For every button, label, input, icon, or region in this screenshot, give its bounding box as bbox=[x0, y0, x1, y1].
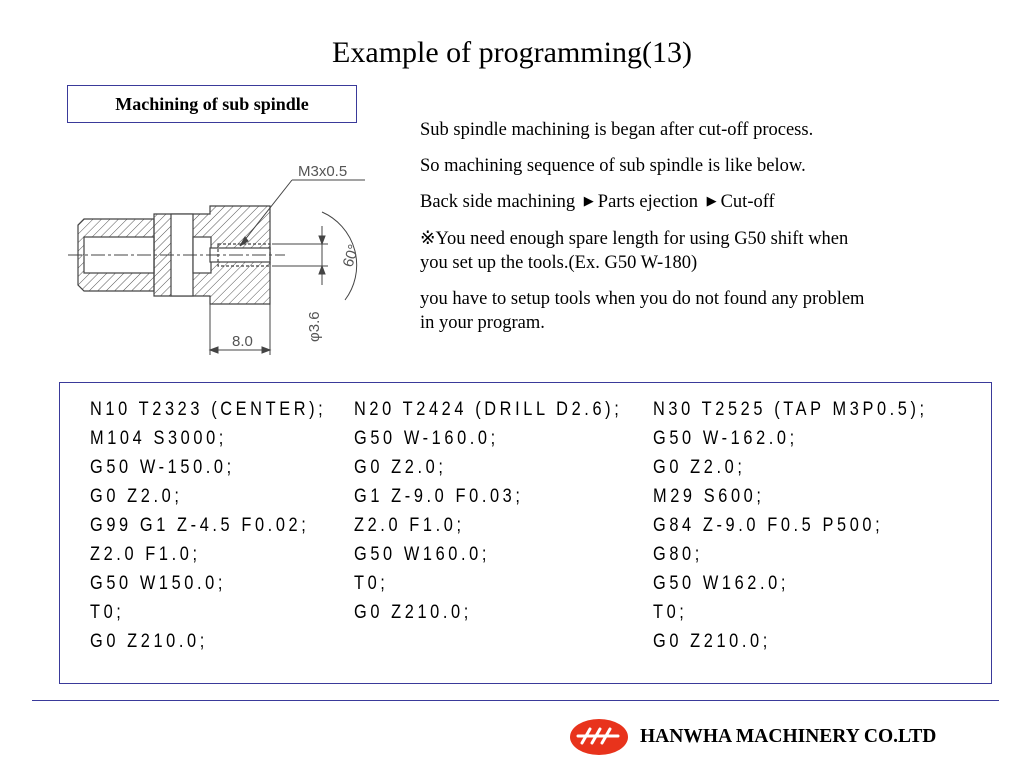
seq-step-1: Back side machining bbox=[420, 192, 576, 212]
program-line: G50 W160.0; bbox=[354, 544, 491, 565]
company-logo-icon bbox=[568, 717, 630, 757]
program-line: M104 S3000; bbox=[90, 428, 227, 449]
program-line: G0 Z210.0; bbox=[653, 631, 771, 652]
spare-note-line-1: ※You need enough spare length for using G50 shift when bbox=[420, 229, 849, 249]
program-line: G50 W-160.0; bbox=[354, 428, 499, 449]
thread-label: M3x0.5 bbox=[298, 163, 348, 180]
program-line: G0 Z2.0; bbox=[354, 457, 447, 478]
program-line: N20 T2424 (DRILL D2.6); bbox=[354, 399, 623, 420]
program-line: T0; bbox=[354, 573, 389, 594]
diameter-label: φ3.6 bbox=[306, 311, 323, 342]
arrow-right-icon: ▶ bbox=[583, 193, 594, 208]
setup-note-line-2: in your program. bbox=[420, 313, 545, 333]
note-line-1: Sub spindle machining is began after cut-off process. bbox=[420, 120, 814, 140]
setup-note bbox=[420, 287, 1000, 335]
length-label: 8.0 bbox=[232, 333, 253, 350]
notes-block bbox=[420, 118, 1000, 351]
part-drawing bbox=[60, 150, 380, 365]
section-label-box bbox=[67, 85, 357, 123]
program-line: G50 W-150.0; bbox=[90, 457, 235, 478]
spare-note-line-2: you set up the tools.(Ex. G50 W-180) bbox=[420, 253, 698, 273]
arrow-right-icon: ▶ bbox=[706, 193, 717, 208]
company-name: HANWHA MACHINERY CO.LTD bbox=[640, 726, 937, 747]
program-line: G1 Z-9.0 F0.03; bbox=[354, 486, 524, 507]
footer-divider bbox=[32, 700, 999, 701]
program-line: T0; bbox=[90, 602, 125, 623]
program-line: G0 Z2.0; bbox=[90, 486, 183, 507]
sequence-line bbox=[420, 190, 1000, 215]
program-line: Z2.0 F1.0; bbox=[90, 544, 201, 565]
seq-step-3: Cut-off bbox=[720, 192, 775, 212]
page-title: Example of programming(13) bbox=[332, 36, 692, 69]
program-line: G50 W162.0; bbox=[653, 573, 790, 594]
program-line: N10 T2323 (CENTER); bbox=[90, 399, 327, 420]
program-line: N30 T2525 (TAP M3P0.5); bbox=[653, 399, 928, 420]
program-code-box bbox=[59, 382, 992, 684]
program-line: G50 W-162.0; bbox=[653, 428, 798, 449]
seq-step-2: Parts ejection bbox=[597, 192, 698, 212]
program-line: G0 Z210.0; bbox=[90, 631, 208, 652]
program-column-1 bbox=[90, 395, 326, 656]
program-line: G84 Z-9.0 F0.5 P500; bbox=[653, 515, 884, 536]
program-column-2 bbox=[354, 395, 622, 627]
program-line: Z2.0 F1.0; bbox=[354, 515, 465, 536]
program-line: G0 Z2.0; bbox=[653, 457, 746, 478]
program-line: M29 S600; bbox=[653, 486, 765, 507]
setup-note-line-1: you have to setup tools when you do not found any problem bbox=[420, 289, 865, 309]
program-column-3 bbox=[653, 395, 928, 656]
note-line-2: So machining sequence of sub spindle is like below. bbox=[420, 156, 806, 176]
program-line: G99 G1 Z-4.5 F0.02; bbox=[90, 515, 310, 536]
program-line: G0 Z210.0; bbox=[354, 602, 472, 623]
spare-length-note bbox=[420, 227, 1000, 275]
angle-label: 60° bbox=[339, 242, 363, 270]
program-line: T0; bbox=[653, 602, 688, 623]
program-line: G50 W150.0; bbox=[90, 573, 227, 594]
section-label: Machining of sub spindle bbox=[115, 93, 309, 114]
program-line: G80; bbox=[653, 544, 703, 565]
